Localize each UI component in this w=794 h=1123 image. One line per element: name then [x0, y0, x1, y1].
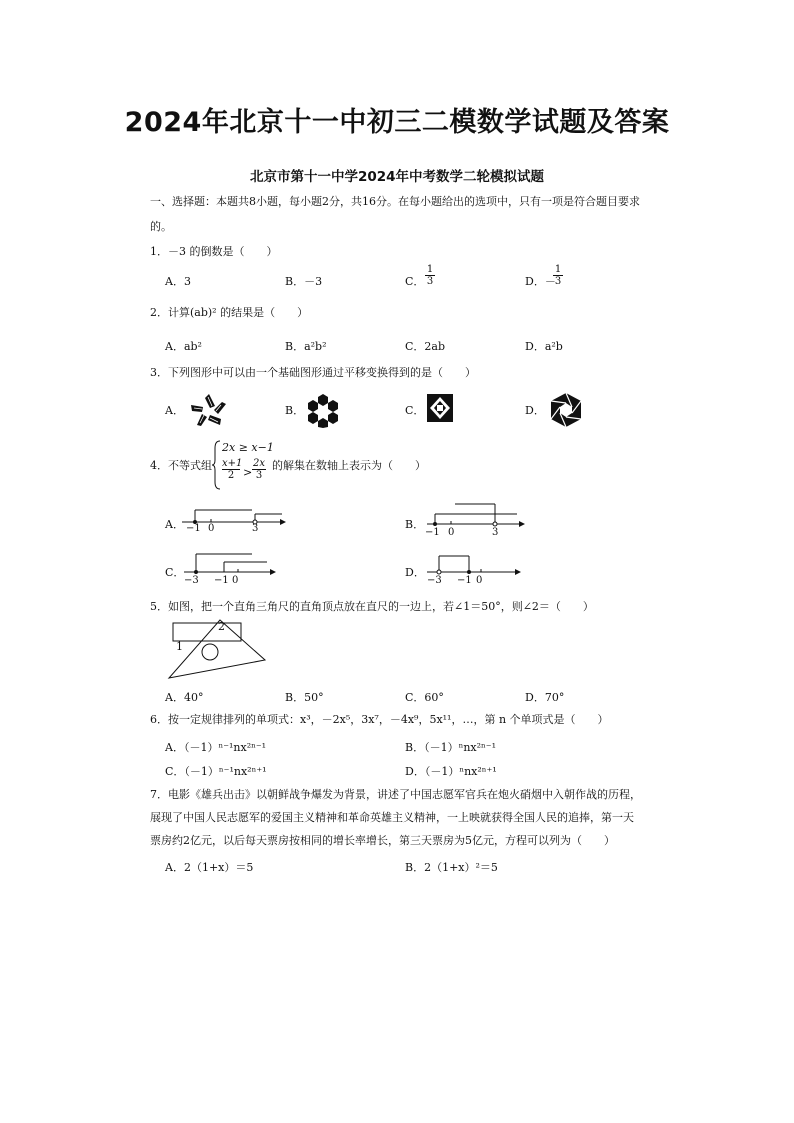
q4-ineq2-right-denominator: 3 — [255, 470, 263, 481]
q1-d-numerator: 1 — [554, 264, 562, 275]
q3-figure-d-aperture — [548, 392, 584, 428]
q4-a-tick-3: 3 — [252, 523, 259, 534]
q7-line-2: 展现了中国人民志愿军的爱国主义精神和革命英雄主义精神，一上映就获得全国人民的追捧，第一天 — [150, 811, 634, 824]
q4-ineq2-left-denominator: 2 — [227, 470, 235, 481]
q1-option-c — [405, 273, 424, 289]
q3-figure-b-hexagon-flower — [305, 392, 341, 428]
q5-angle-2-label: 2 — [218, 620, 225, 633]
q4-d-tick-neg1: −1 — [457, 575, 472, 586]
q1-d-denominator: 3 — [554, 276, 562, 287]
q1-c-fraction — [425, 264, 435, 287]
q7-option-b: B．2（1+x）²＝5 — [405, 861, 498, 874]
q4-d-tick-neg3: −3 — [427, 575, 442, 586]
q4-c-tick-neg3: −3 — [184, 575, 199, 586]
q3-figure-c-nested-squares — [425, 392, 455, 424]
q1-option-c-prefix: C． — [405, 275, 425, 288]
q4-c-tick-neg1: −1 — [214, 575, 229, 586]
section-intro-line1: 一、选择题：本题共8小题，每小题2分，共16分。在每小题给出的选项中，只有一项是符合题目要求 — [150, 195, 640, 208]
q1-option-d — [525, 273, 556, 289]
q6-option-c: C．（－1）ⁿ⁻¹nx²ⁿ⁺¹ — [165, 765, 267, 778]
q4-ineq2-right-fraction — [252, 458, 266, 481]
exam-subtitle: 北京市第十一中学2024年中考数学二轮模拟试题 — [249, 169, 545, 185]
q6-option-a: A．（－1）ⁿ⁻¹nx²ⁿ⁻¹ — [165, 741, 267, 754]
q1-option-a: A．3 — [165, 275, 191, 288]
q4-stem-prefix: 4．不等式组 — [150, 459, 212, 472]
q7-line-1: 7．电影《雄兵出击》以朝鲜战争爆发为背景，讲述了中国志愿军官兵在炮火硝烟中入朝作战的历程， — [150, 788, 641, 801]
system-brace — [212, 440, 222, 490]
q4-number-line-b — [425, 500, 530, 538]
q1-option-b: B．－3 — [285, 275, 323, 288]
q3-option-c: C． — [405, 404, 425, 417]
q1-option-d-prefix: D．－ — [525, 275, 556, 288]
q2-stem: 2．计算(ab)² 的结果是（ ） — [150, 306, 309, 319]
q4-ineq2-left-numerator: x+1 — [222, 458, 243, 469]
section-intro-line2: 的。 — [150, 220, 172, 233]
q5-option-c: C．60° — [405, 691, 444, 704]
q3-figure-a-pinwheel-star — [188, 392, 230, 428]
q4-ineq2-right-numerator: 2x — [252, 458, 265, 469]
q4-d-tick-0: 0 — [476, 575, 483, 586]
q2-option-b: B．a²b² — [285, 340, 327, 353]
q4-option-c: C． — [165, 566, 185, 579]
q2-option-d: D．a²b — [525, 340, 563, 353]
q6-option-b: B．（－1）ⁿnx²ⁿ⁻¹ — [405, 741, 497, 754]
q3-stem: 3．下列图形中可以由一个基础图形通过平移变换得到的是（ ） — [150, 366, 476, 379]
q2-option-c: C．2ab — [405, 340, 446, 353]
q7-line-3: 票房约2亿元，以后每天票房按相同的增长率增长，第三天票房为5亿元，方程可以列为（ ） — [150, 834, 615, 847]
q5-option-b: B．50° — [285, 691, 324, 704]
q4-option-b: B． — [405, 518, 425, 531]
q5-option-a: A．40° — [165, 691, 204, 704]
q4-b-tick-neg1: −1 — [425, 527, 440, 538]
q4-ineq2-operator: > — [243, 466, 253, 479]
q4-inequality-1: 2x ≥ x−1 — [222, 441, 274, 454]
q5-angle-1-label: 1 — [176, 640, 183, 653]
q5-option-d: D．70° — [525, 691, 565, 704]
q4-a-tick-0: 0 — [208, 523, 215, 534]
q1-c-denominator: 3 — [426, 276, 434, 287]
document-title: 2024年北京十一中初三二模数学试题及答案 — [124, 107, 670, 138]
q6-option-d: D．（－1）ⁿnx²ⁿ⁺¹ — [405, 765, 497, 778]
q1-d-fraction — [553, 264, 563, 287]
q1-c-numerator: 1 — [426, 264, 434, 275]
q4-ineq2-left-fraction — [222, 458, 243, 481]
q2-option-a: A．ab² — [165, 340, 202, 353]
q4-stem-suffix: 的解集在数轴上表示为（ ） — [272, 459, 426, 472]
q3-option-d: D． — [525, 404, 545, 417]
q3-option-b: B． — [285, 404, 305, 417]
q7-option-a: A．2（1+x）＝5 — [165, 861, 254, 874]
q5-stem: 5．如图，把一个直角三角尺的直角顶点放在直尺的一边上，若∠1＝50°，则∠2＝（ ） — [150, 600, 594, 613]
q3-option-a: A． — [165, 404, 184, 417]
q4-b-tick-0: 0 — [448, 527, 455, 538]
q4-c-tick-0: 0 — [232, 575, 239, 586]
q1-stem: 1．－3 的倒数是（ ） — [150, 245, 278, 258]
q4-b-tick-3: 3 — [492, 527, 499, 538]
q4-option-a: A． — [165, 518, 184, 531]
q6-stem: 6．按一定规律排列的单项式：x³，－2x⁵，3x⁷，－4x⁹，5x¹¹，…，第 n 个单项式是（ ） — [150, 713, 609, 726]
q4-option-d: D． — [405, 566, 425, 579]
q4-a-tick-neg1: −1 — [186, 523, 201, 534]
